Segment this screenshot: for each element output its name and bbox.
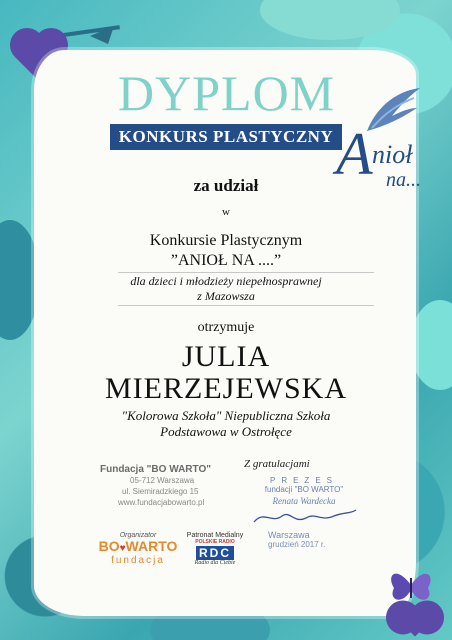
rdc-mark: RDC (196, 546, 234, 560)
president-name: Renata Wardecka (272, 496, 336, 506)
contest-band: KONKURS PLASTYCZNY (110, 124, 342, 150)
diploma-title: DYPLOM (118, 65, 336, 121)
otrzymuje: otrzymuje (197, 320, 255, 335)
president-role: PREZES (269, 476, 338, 485)
organizer-logo (98, 532, 178, 566)
bowarto-sub: fundacja (111, 555, 165, 566)
contest-theme: ”ANIOŁ NA ....” (170, 252, 282, 269)
patron-logo (180, 532, 250, 566)
recipient-first-name: JULIA (181, 340, 271, 373)
logo-word-aniol: nioł (372, 140, 413, 169)
president-org: fundacji "BO WARTO" (264, 485, 344, 494)
school-line-2: Podstawowa w Ostrołęce (160, 424, 292, 439)
region-line: z Mazowsza (197, 289, 255, 303)
foundation-stamp (100, 464, 230, 508)
radio-small: POLSKIE RADIO (195, 539, 235, 545)
recipient-last-name: MIERZEJEWSKA (105, 372, 347, 405)
bowarto-bo: BO (98, 538, 120, 554)
w-text: w (222, 206, 230, 218)
paint-splash (260, 0, 400, 40)
stamp-address-1: 05-712 Warszawa (130, 476, 195, 485)
stamp-title: Fundacja "BO WARTO" (100, 464, 211, 475)
arrow-head-icon (88, 18, 118, 48)
stamp-address-2: ul. Siemiradzkiego 15 (122, 487, 199, 496)
divider (118, 272, 374, 273)
bowarto-warto: WARTO (125, 538, 178, 554)
school-line-1: "Kolorowa Szkoła" Niepubliczna Szkoła (121, 408, 331, 423)
divider (118, 305, 374, 306)
patron-label: Patronat Medialny (186, 532, 244, 539)
contest-name: Konkursie Plastycznym (149, 232, 303, 249)
signature-block (244, 458, 364, 549)
handwritten-signature (250, 506, 360, 528)
audience-line: dla dzieci i młodzieży niepełnosprawnej (130, 274, 322, 288)
signature-place: Warszawa (268, 530, 310, 540)
rdc-sub: Radio dla Ciebie (194, 560, 236, 566)
organizer-label: Organizator (119, 532, 157, 539)
heart-icon: ♥ (119, 543, 126, 554)
greeting: Z gratulacjami (244, 458, 310, 470)
logo-letter-a: A (336, 121, 373, 187)
heart-icon (399, 605, 430, 636)
logo-word-na: na... (386, 169, 421, 191)
paint-splash (410, 300, 452, 390)
signature-date: grudzień 2017 r. (268, 540, 326, 549)
za-udzial: za udział (193, 176, 259, 195)
stamp-website: www.fundacjabowarto.pl (118, 498, 205, 507)
